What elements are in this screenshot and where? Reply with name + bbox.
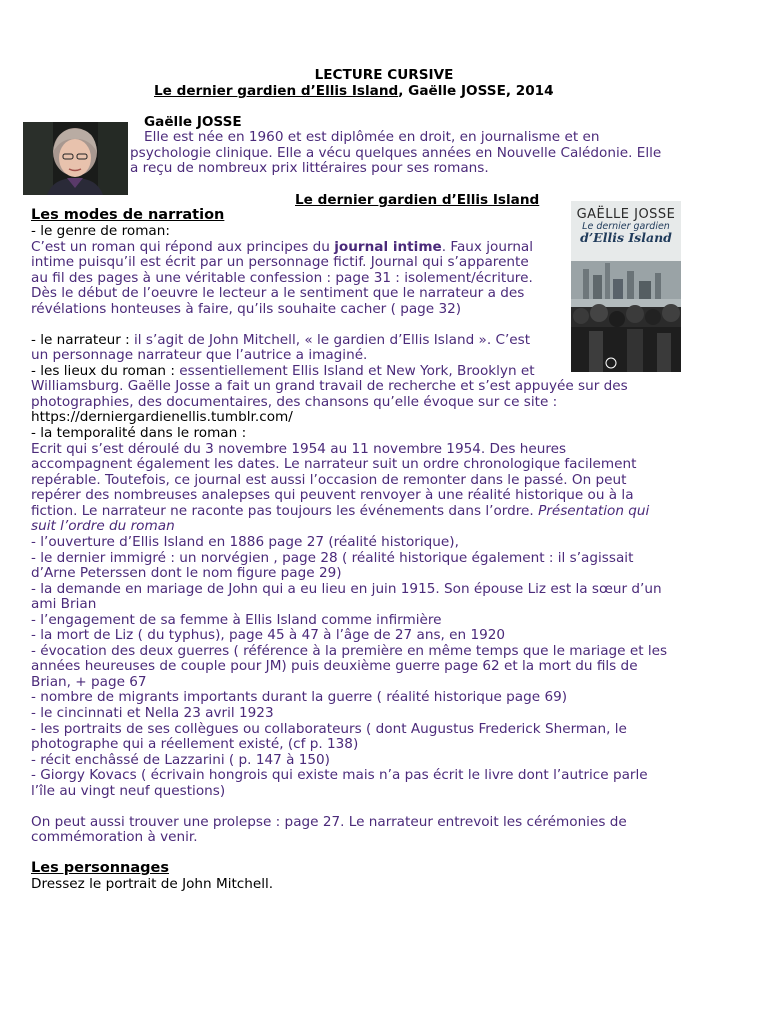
- genre-line: Dès le début de l’oeuvre le lecteur a le sentiment que le narrateur a des: [31, 285, 525, 301]
- genre-line: intime puisqu’il est écrit par un personnage fictif. Journal qui s’apparente: [31, 254, 529, 270]
- event-line: photographe qui a réellement existé, (cf p. 138): [31, 736, 359, 752]
- event-line: - la demande en mariage de John qui a eu lieu en juin 1915. Son épouse Liz est la sœur d’un: [31, 581, 662, 597]
- time-line: repérer des nombreuses analepses qui peuvent renvoyer à une réalité historique ou à la: [31, 487, 634, 503]
- time-line: suit l’ordre du roman: [31, 518, 175, 534]
- event-line: - les portraits de ses collègues ou collaborateurs ( dont Augustus Frederick Sherman, le: [31, 721, 627, 737]
- event-line: - l’engagement de sa femme à Ellis Island comme infirmière: [31, 612, 442, 628]
- narrator-label: - le narrateur :: [31, 332, 135, 348]
- places-text: essentiellement Ellis Island et New York, Brooklyn et: [179, 363, 535, 379]
- event-line: d’Arne Peterssen dont le nom figure page 29): [31, 565, 342, 581]
- genre-text: . Faux journal: [441, 239, 534, 255]
- author-bio-line: psychologie clinique. Elle a vécu quelques années en Nouvelle Calédonie. Elle: [130, 145, 662, 161]
- event-line: ami Brian: [31, 596, 97, 612]
- genre-text: C’est un roman qui répond aux principes du: [31, 239, 335, 255]
- places-line: photographies, des documentaires, des chansons qu’elle évoque sur ce site :: [31, 394, 558, 410]
- event-line: Brian, + page 67: [31, 674, 147, 690]
- event-line: - l’ouverture d’Ellis Island en 1886 page 27 (réalité historique),: [31, 534, 459, 550]
- event-line: - récit enchâssé de Lazzarini ( p. 147 à 150): [31, 752, 330, 768]
- event-line: - la mort de Liz ( du typhus), page 45 à 47 à l’âge de 27 ans, en 1920: [31, 627, 506, 643]
- cover-title-line1: Le dernier gardien: [582, 221, 670, 232]
- author-year: , Gaëlle JOSSE, 2014: [398, 83, 554, 99]
- author-bio-line: Elle est née en 1960 et est diplômée en droit, en journalisme et en: [144, 129, 600, 145]
- book-title: Le dernier gardien d’Ellis Island: [154, 83, 399, 99]
- cover-title-line2: d’Ellis Island: [580, 230, 672, 245]
- genre-label: - le genre de roman:: [31, 223, 170, 239]
- document-title: [154, 84, 554, 100]
- cover-author: GAËLLE JOSSE: [576, 207, 676, 222]
- characters-task: Dressez le portrait de John Mitchell.: [31, 876, 274, 892]
- time-line: Ecrit qui s’est déroulé du 3 novembre 1954 au 11 novembre 1954. Des heures: [31, 441, 567, 457]
- time-text: fiction. Le narrateur ne raconte pas toujours les événements dans l’ordre.: [31, 503, 539, 519]
- places-label: - les lieux du roman :: [31, 363, 180, 379]
- narrator-text: il s’agit de John Mitchell, « le gardien d’Ellis Island ». C’est: [134, 332, 531, 348]
- section-heading-modes: Les modes de narration: [31, 207, 225, 223]
- author-bio-line: a reçu de nombreux prix littéraires pour ses romans.: [130, 160, 489, 176]
- document-label: LECTURE CURSIVE: [314, 67, 454, 83]
- prolepse-line: On peut aussi trouver une prolepse : page 27. Le narrateur entrevoit les cérémonies de: [31, 814, 627, 830]
- author-name: Gaëlle JOSSE: [144, 114, 242, 130]
- narrator-line: un personnage narrateur que l’autrice a imaginé.: [31, 347, 368, 363]
- prolepse-line: commémoration à venir.: [31, 829, 198, 845]
- event-line: années heureuses de couple pour JM) puis deuxième guerre page 62 et la mort du fils de: [31, 658, 638, 674]
- time-label: - la temporalité dans le roman :: [31, 425, 247, 441]
- genre-keyword: journal intime: [334, 239, 442, 255]
- section-heading-characters: Les personnages: [31, 860, 169, 876]
- event-line: - le cincinnati et Nella 23 avril 1923: [31, 705, 274, 721]
- time-italic: Présentation qui: [538, 503, 650, 519]
- book-cover: [571, 201, 681, 372]
- time-line: repérable. Toutefois, ce journal est aussi l’occasion de remonter dans le passé. On peut: [31, 472, 627, 488]
- event-line: - Giorgy Kovacs ( écrivain hongrois qui existe mais n’a pas écrit le livre dont l’autrice parle: [31, 767, 648, 783]
- genre-line: au fil des pages à une véritable confession : page 31 : isolement/écriture.: [31, 270, 533, 286]
- event-line: l’île au vingt neuf questions): [31, 783, 226, 799]
- author-photo: [23, 122, 128, 195]
- event-line: - le dernier immigré : un norvégien , page 28 ( réalité historique également : il s’agissait: [31, 550, 634, 566]
- section-book-title: Le dernier gardien d’Ellis Island: [295, 192, 540, 208]
- genre-line: révélations honteuses à faire, qu’ils souhaite cacher ( page 32): [31, 301, 462, 317]
- event-line: - nombre de migrants importants durant la guerre ( réalité historique page 69): [31, 689, 568, 705]
- time-line: accompagnent également les dates. Le narrateur suit un ordre chronologique facilement: [31, 456, 637, 472]
- event-line: - évocation des deux guerres ( référence à la première en même temps que le mariage et les: [31, 643, 668, 659]
- places-url-link[interactable]: https://derniergardienellis.tumblr.com/: [31, 409, 293, 425]
- places-line: Williamsburg. Gaëlle Josse a fait un grand travail de recherche et s’est appuyée sur des: [31, 378, 628, 394]
